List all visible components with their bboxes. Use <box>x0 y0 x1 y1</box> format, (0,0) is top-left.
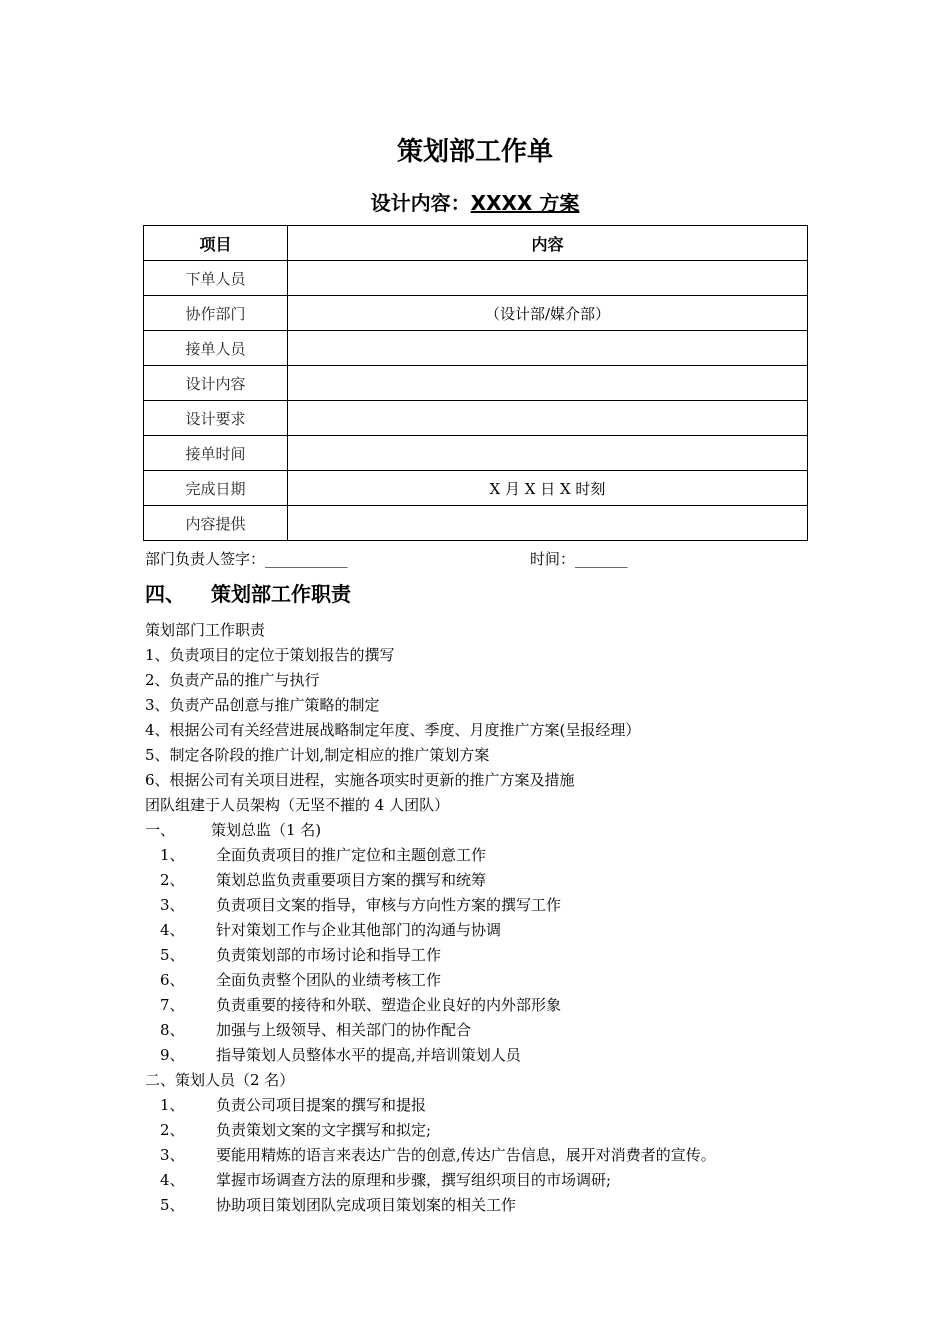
director-number: 一、 <box>145 821 176 839</box>
item-number: 2、 <box>160 871 185 889</box>
item-number: 4、 <box>160 1171 185 1189</box>
row-value[interactable] <box>288 506 808 541</box>
document-subtitle <box>0 187 950 216</box>
item-text: 负责策划部的市场讨论和指导工作 <box>216 946 442 964</box>
item-text: 加强与上级领导、相关部门的协作配合 <box>216 1021 472 1039</box>
table-row <box>144 506 808 541</box>
row-label: 内容提供 <box>144 506 288 541</box>
list-item: 2、负责产品的推广与执行 <box>145 671 320 689</box>
row-value[interactable] <box>288 436 808 471</box>
item-text: 协助项目策划团队完成项目策划案的相关工作 <box>216 1196 517 1214</box>
table-row <box>144 261 808 296</box>
table-header-row <box>144 226 808 261</box>
row-label: 协作部门 <box>144 296 288 331</box>
list-item <box>160 919 501 940</box>
list-item <box>160 1144 716 1165</box>
subtitle-value: XXXX 方案 <box>470 191 580 215</box>
planner-heading: 二、策划人员（2 名） <box>145 1071 295 1089</box>
signature-time: 时间：_______ <box>530 550 628 568</box>
header-content: 内容 <box>288 226 808 261</box>
item-number: 5、 <box>160 1196 185 1214</box>
row-value[interactable]: X 月 X 日 X 时刻 <box>288 471 808 506</box>
list-item <box>160 1094 426 1115</box>
item-text: 负责公司项目提案的撰写和提报 <box>216 1096 427 1114</box>
manager-signature: 部门负责人签字：___________ <box>145 550 348 568</box>
list-item: 4、根据公司有关经营进展战略制定年度、季度、月度推广方案(呈报经理） <box>145 721 641 739</box>
item-text: 掌握市场调查方法的原理和步骤，撰写组织项目的市场调研; <box>216 1171 612 1189</box>
item-text: 指导策划人员整体水平的提高,并培训策划人员 <box>216 1046 521 1064</box>
list-item <box>160 969 441 990</box>
item-number: 9、 <box>160 1046 185 1064</box>
item-text: 负责重要的接待和外联、塑造企业良好的内外部形象 <box>216 996 562 1014</box>
list-item: 3、负责产品创意与推广策略的制定 <box>145 696 380 714</box>
table-row <box>144 471 808 506</box>
row-label: 下单人员 <box>144 261 288 296</box>
director-title: 策划总监（1 名) <box>211 821 322 839</box>
header-item: 项目 <box>144 226 288 261</box>
item-number: 1、 <box>160 1096 185 1114</box>
item-text: 全面负责整个团队的业绩考核工作 <box>216 971 442 989</box>
item-text: 针对策划工作与企业其他部门的沟通与协调 <box>216 921 502 939</box>
table-row <box>144 366 808 401</box>
item-number: 7、 <box>160 996 185 1014</box>
row-value[interactable] <box>288 261 808 296</box>
item-number: 8、 <box>160 1021 185 1039</box>
item-number: 1、 <box>160 846 185 864</box>
item-text: 负责策划文案的文字撰写和拟定; <box>216 1121 432 1139</box>
item-text: 全面负责项目的推广定位和主题创意工作 <box>216 846 487 864</box>
list-item <box>160 1044 521 1065</box>
list-item <box>160 1194 516 1215</box>
work-order-table <box>143 225 808 541</box>
team-heading: 团队组建于人员架构（无坚不摧的 4 人团队） <box>145 796 450 814</box>
list-item <box>160 894 561 915</box>
list-item <box>160 1119 431 1140</box>
list-item <box>160 944 441 965</box>
row-value[interactable] <box>288 331 808 366</box>
item-text: 策划总监负责重要项目方案的撰写和统筹 <box>216 871 487 889</box>
list-item: 1、负责项目的定位于策划报告的撰写 <box>145 646 395 664</box>
list-item <box>160 844 486 865</box>
table-row <box>144 436 808 471</box>
row-label: 接单人员 <box>144 331 288 366</box>
item-number: 3、 <box>160 896 185 914</box>
duties-heading: 策划部门工作职责 <box>145 621 266 639</box>
section-number: 四、 <box>145 582 185 606</box>
list-item <box>160 1169 611 1190</box>
list-item: 6、根据公司有关项目进程，实施各项实时更新的推广方案及措施 <box>145 771 575 789</box>
row-value[interactable] <box>288 401 808 436</box>
table-row <box>144 331 808 366</box>
row-value[interactable]: （设计部/媒介部） <box>288 296 808 331</box>
section-heading <box>145 578 351 607</box>
item-number: 5、 <box>160 946 185 964</box>
row-label: 完成日期 <box>144 471 288 506</box>
item-text: 要能用精炼的语言来表达广告的创意,传达广告信息，展开对消费者的宣传。 <box>216 1146 716 1164</box>
row-label: 设计内容 <box>144 366 288 401</box>
item-number: 4、 <box>160 921 185 939</box>
row-label: 接单时间 <box>144 436 288 471</box>
document-title: 策划部工作单 <box>396 137 553 167</box>
item-number: 2、 <box>160 1121 185 1139</box>
item-text: 负责项目文案的指导，审核与方向性方案的撰写工作 <box>216 896 562 914</box>
table-row <box>144 401 808 436</box>
list-item: 5、制定各阶段的推广计划,制定相应的推广策划方案 <box>145 746 490 764</box>
item-number: 6、 <box>160 971 185 989</box>
list-item <box>160 1019 471 1040</box>
row-value[interactable] <box>288 366 808 401</box>
list-item <box>160 994 561 1015</box>
director-heading <box>145 819 321 840</box>
item-number: 3、 <box>160 1146 185 1164</box>
subtitle-prefix: 设计内容： <box>370 191 471 215</box>
section-title: 策划部工作职责 <box>211 582 351 606</box>
row-label: 设计要求 <box>144 401 288 436</box>
table-row <box>144 296 808 331</box>
list-item <box>160 869 486 890</box>
